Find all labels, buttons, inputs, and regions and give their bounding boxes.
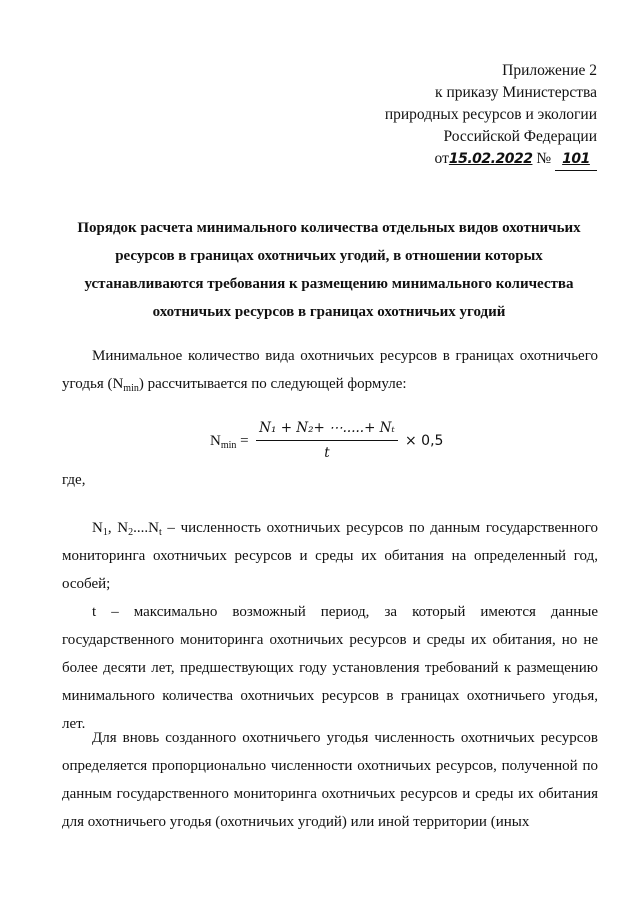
formula-numerator: N₁ + N₂+ ⋯.....+ Nₜ: [259, 420, 395, 436]
formula-multiplier: × 0,5: [405, 433, 444, 449]
appendix-order-line: к приказу Министерства: [435, 84, 597, 101]
formula-fraction: [256, 418, 398, 463]
def-n-sep2: ....N: [133, 520, 159, 536]
intro-paragraph: [62, 342, 598, 398]
def-n-symbol: N: [92, 520, 103, 536]
def-n-sub1: 1: [102, 527, 108, 538]
def-n-sep1: , N: [107, 520, 129, 536]
where-label: где,: [62, 472, 86, 488]
appendix-country-line: Российской Федерации: [443, 128, 597, 145]
def-n-sub2: 2: [128, 527, 134, 538]
formula-n: N: [210, 433, 221, 449]
definition-t-paragraph: t – максимально возможный период, за который имеются данные государственного мониторинга охотничьих ресурсов и среды их обитания, но не более десяти лет, предшествующих году установления требований к размещению минимального количества охотничьих ресурсов в границах охотничьего угодья, лет.: [62, 604, 598, 732]
fraction-bar: [256, 440, 398, 441]
appendix-date-line: [385, 148, 597, 171]
handwritten-number: 101: [562, 151, 590, 167]
handwritten-date: 15.02.2022: [448, 151, 533, 167]
formula-lhs: [210, 433, 249, 450]
formula-denominator: t: [324, 445, 330, 461]
appendix-header: [385, 60, 597, 171]
document-title: Порядок расчета минимального количества отдельных видов охотничьих ресурсов в границах охотничьих угодий, в отношении которых устанавливаются требования к размещению минимального количества охотничьих ресурсов в границах охотничьих угодий: [77, 220, 581, 320]
appendix-number: Приложение 2: [502, 62, 597, 79]
intro-subscript: min: [123, 383, 139, 394]
appendix-ministry-line: природных ресурсов и экологии: [384, 106, 597, 123]
intro-text: Минимальное количество вида охотничьих ресурсов в границах охотничьего угодья (N: [62, 348, 598, 392]
definition-n-paragraph: [62, 514, 598, 598]
intro-text-end: ) рассчитывается по следующей формуле:: [138, 376, 407, 392]
new-area-paragraph: Для вновь созданного охотничьего угодья численность охотничьих ресурсов определяется пропорционально численности охотничьих ресурсов, полученной по данным государственного мониторинга охотничьих ресурсов и среды их обитания для охотничьего угодья (охотничьих угодий) или иной территории (иных: [62, 730, 598, 830]
def-n-text: – численность охотничьих ресурсов по данным государственного мониторинга охотничьих ресурсов и среды их обитания на определенный год, особей;: [62, 520, 598, 592]
formula-n-subscript: min: [220, 440, 237, 451]
formula-equals: =: [240, 433, 249, 449]
number-sign: №: [536, 150, 552, 167]
from-label: от: [434, 150, 449, 167]
def-n-sub3: t: [158, 527, 162, 538]
